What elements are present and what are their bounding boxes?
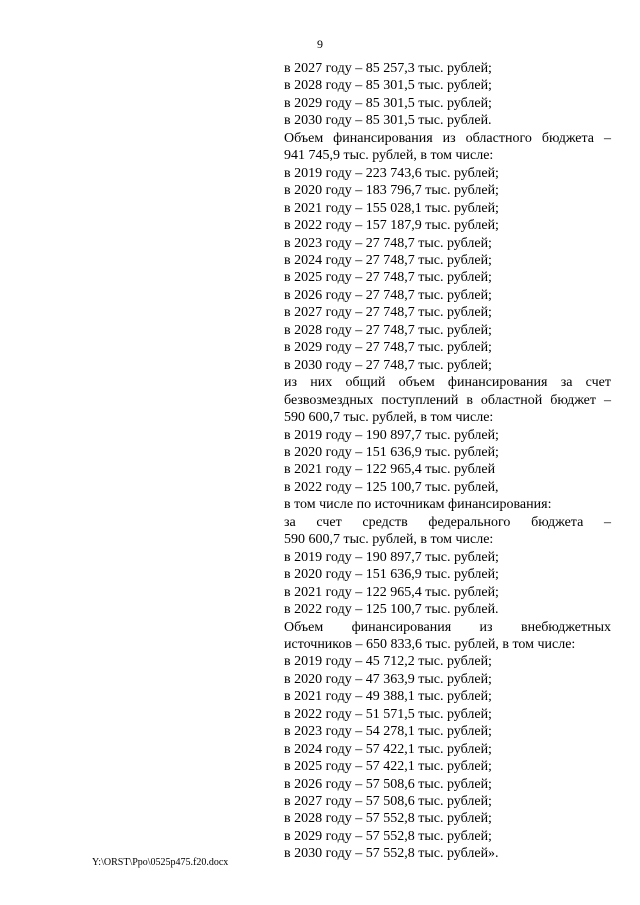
- text-line: в 2029 году – 27 748,7 тыс. рублей;: [284, 340, 492, 356]
- text-line: в 2021 году – 122 965,4 тыс. рублей: [284, 462, 496, 478]
- text-line: в 2022 году – 125 100,7 тыс. рублей,: [284, 479, 499, 495]
- text-line: в 2030 году – 85 301,5 тыс. рублей.: [284, 113, 492, 129]
- text-line: в 2025 году – 57 422,1 тыс. рублей;: [284, 759, 492, 775]
- text-line: в 2021 году – 122 965,4 тыс. рублей;: [284, 584, 499, 600]
- text-line: в том числе по источникам финансирования:: [284, 497, 552, 513]
- text-line: в 2019 году – 45 712,2 тыс. рублей;: [284, 654, 492, 670]
- text-line: в 2030 году – 27 748,7 тыс. рублей;: [284, 357, 492, 373]
- page-number: 9: [317, 37, 323, 51]
- text-line: в 2026 году – 57 508,6 тыс. рублей;: [284, 776, 492, 792]
- text-line: в 2019 году – 223 743,6 тыс. рублей;: [284, 165, 499, 181]
- text-line: в 2027 году – 27 748,7 тыс. рублей;: [284, 305, 492, 321]
- text-line: в 2022 году – 51 571,5 тыс. рублей;: [284, 706, 492, 722]
- text-line: в 2023 году – 54 278,1 тыс. рублей;: [284, 724, 492, 740]
- text-line: в 2019 году – 190 897,7 тыс. рублей;: [284, 549, 499, 565]
- text-line: в 2024 году – 27 748,7 тыс. рублей;: [284, 252, 492, 268]
- text-line: за счет средств федерального бюджета –: [284, 514, 611, 530]
- text-line: 590 600,7 тыс. рублей, в том числе:: [284, 410, 494, 426]
- text-line: в 2019 году – 190 897,7 тыс. рублей;: [284, 427, 499, 443]
- text-line: в 2028 году – 57 552,8 тыс. рублей;: [284, 811, 492, 827]
- text-line: в 2022 году – 125 100,7 тыс. рублей.: [284, 602, 499, 618]
- text-line: в 2029 году – 57 552,8 тыс. рублей;: [284, 828, 492, 844]
- text-line: 941 745,9 тыс. рублей, в том числе:: [284, 148, 494, 164]
- text-line: в 2021 году – 49 388,1 тыс. рублей;: [284, 689, 492, 705]
- text-line: в 2022 году – 157 187,9 тыс. рублей;: [284, 218, 499, 234]
- text-line: в 2024 году – 57 422,1 тыс. рублей;: [284, 741, 492, 757]
- text-line: в 2028 году – 27 748,7 тыс. рублей;: [284, 322, 492, 338]
- text-line: безвозмездных поступлений в областной бюджет –: [284, 392, 611, 408]
- text-line: в 2028 году – 85 301,5 тыс. рублей;: [284, 78, 492, 94]
- text-line: в 2025 году – 27 748,7 тыс. рублей;: [284, 270, 492, 286]
- text-line: Объем финансирования из областного бюджета –: [284, 130, 611, 146]
- text-line: в 2020 году – 151 636,9 тыс. рублей;: [284, 567, 499, 583]
- text-line: в 2020 году – 47 363,9 тыс. рублей;: [284, 671, 492, 687]
- text-line: в 2029 году – 85 301,5 тыс. рублей;: [284, 95, 492, 111]
- text-line: в 2021 году – 155 028,1 тыс. рублей;: [284, 200, 499, 216]
- text-line: в 2026 году – 27 748,7 тыс. рублей;: [284, 287, 492, 303]
- text-line: Объем финансирования из внебюджетных: [284, 619, 611, 635]
- text-line: в 2030 году – 57 552,8 тыс. рублей».: [284, 846, 499, 862]
- text-line: источников – 650 833,6 тыс. рублей, в том числе:: [284, 636, 576, 652]
- body-text: [284, 60, 611, 863]
- text-line: в 2020 году – 151 636,9 тыс. рублей;: [284, 444, 499, 460]
- text-line: в 2027 году – 57 508,6 тыс. рублей;: [284, 794, 492, 810]
- text-line: из них общий объем финансирования за счет: [284, 375, 611, 391]
- footer-file-path: Y:\ORST\Ppo\0525p475.f20.docx: [92, 857, 229, 868]
- text-line: 590 600,7 тыс. рублей, в том числе:: [284, 532, 494, 548]
- text-line: в 2023 году – 27 748,7 тыс. рублей;: [284, 235, 492, 251]
- text-line: в 2020 году – 183 796,7 тыс. рублей;: [284, 183, 499, 199]
- text-line: в 2027 году – 85 257,3 тыс. рублей;: [284, 61, 492, 76]
